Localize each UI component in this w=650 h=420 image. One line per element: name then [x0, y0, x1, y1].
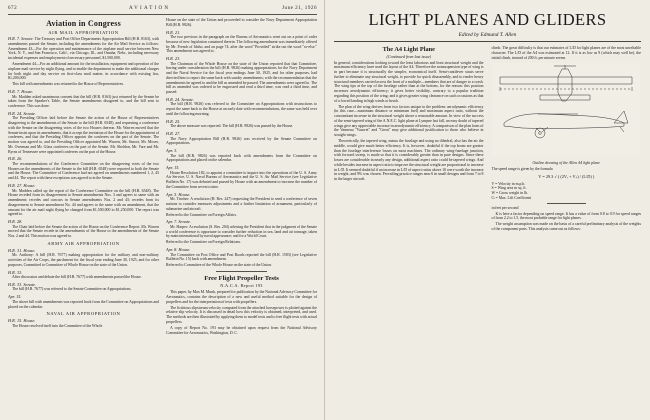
minor-divider: [547, 203, 586, 204]
paragraph: Referred to the Committee on Foreign Affairs.: [166, 212, 238, 217]
masthead-byline: Edited by Edmund T. Allen: [458, 32, 517, 38]
feature-subtitle: N.A.C.A. Report 193: [220, 283, 263, 289]
article-title: Aviation in Congress: [46, 19, 121, 28]
paragraph: Referred to Committee of the Whole House on the state of the Union.: [166, 263, 272, 268]
masthead-title: LIGHT PLANES AND GLIDERS: [368, 10, 607, 29]
right-columns: [334, 46, 641, 233]
article-continued-note: (Continued from last issue): [386, 53, 432, 59]
para-head: H.R. 27.: [166, 131, 181, 137]
legend-line: W = Gross weight in lb.: [491, 191, 528, 196]
subhead-naval-air: NAVAL AIR APPROPRIATION: [46, 311, 121, 317]
masthead-rule: [334, 41, 641, 42]
paragraph: Theoretically, the tapered wing, minus the fuselage and using no dihedral, also has the air the middle, would give much better efficiency. It is, however, doubtful if the top boom are greater than the fuselage interference losses on most machines. The ordinary wing-fuselage junction, with forward sweep, is made so that it is considerably greater than in pure designs. Since these losses are considerable in nearly any design, additional aspect ratio could be tapered wings. And while besides increase in aspect ratio to improve the structural weight are proportional to increase in L/D. It seemed doubtful if an increase in L/D of aspect ratios above 10 were worth the increase in weight; and 9% was chosen. Prevailing practice ranges near 6 in small designs and from 7 to 8 in the larger aircraft.: [334, 139, 484, 182]
left-column-1: [8, 18, 159, 337]
subhead-air-mail: AIR MAIL APPROPRIATION: [48, 30, 119, 35]
legend-line: V = Velocity in m.p.h.: [491, 181, 526, 186]
paragraph: Mr. Madden asked unanimous consent that the bill (H.R. 8163) just returned by the Senate be taken from the Speaker's Table, the Senate amendments disagreed to, and the bill sent to conference. This was done.: [8, 94, 159, 109]
paragraph: in feet per second: [491, 205, 519, 210]
folio-number: 672: [8, 5, 18, 11]
para-head: H.R. 7. House.: [8, 89, 34, 95]
masthead: [334, 10, 641, 38]
paragraph: Mr. Madden called up the report of the Conference Committee on the bill (H.R. 6548). The House receded from its disagreement to Senate amendments Nos. 3 and agrees to same with an amendment; recedes and concurs in Senate amendments Nos. 2 and 43; recedes from its disagreement to Senate amendment No. 44 and agrees to the same with an amendment, that the amount for the air mail night flying be changed from $1,500,000 to $1,250,000. The report was agreed to.: [8, 188, 159, 217]
right-page: [325, 0, 650, 420]
legend-line: S = Wing area in sq. ft.: [491, 186, 527, 191]
formula-intro: The speed range is given by the formula: [491, 167, 553, 172]
article-title: The A4 Light Plane: [382, 46, 435, 53]
paragraph: The recommendations of the Conference Committee on the disagreeing votes of the two Houses on the amendments of the Senate to the bill (H.R. 6548) were reported to both the Senate and the House. The Committee of Conference had not agreed on amendments numbered 1, 2, 43 and 44. The report with these exceptions was agreed to in the Senate.: [8, 161, 159, 181]
paragraph: Mr. Harper: A resolution (S. Res. 204) advising the President that in the judgment of the Senate a world conference is opportune to consider further reduction in sea, land and air tonnage, taken by main international by naval appearance; and for a World Court.: [166, 224, 317, 239]
paragraph: The fictitious slipstream velocity computed from the attached horsepower is plotted against the relative slip velocity. It is discussed in detail how this velocity is obtained, interpreted, and used. The methods are then illustrated by applying them to model tests and to free flight tests with actual propellers.: [166, 305, 317, 324]
feature-title: Free Flight Propeller Tests: [204, 275, 279, 283]
para-head: H.R. 31. House.: [8, 247, 36, 253]
paragraph: [8, 36, 159, 61]
aircraft-three-view-drawing: [492, 63, 640, 155]
para-head: H.R. 21.: [166, 29, 181, 35]
paragraph: The above measure was reported. The bill (H.R. 9826) was passed by the House.: [170, 124, 294, 129]
para-head: H.R. 28.: [8, 219, 23, 225]
para-head: H.R. 24. Senate.: [8, 110, 36, 116]
paragraph: The plan of the wing derives from two factors unique to the problem: aerodynamic efficiency (in this case—maximum distance or minimum fuel) and maximum aspect ratio, without the concomitant increase in the structural weight above a reasonable amount. In view of the success of the semi-tapered wing of the A.N.E.C. light plane at Lympne last fall, an easy doubt of tapered wings give any appreciable increase in aerodynamic efficiency. A comparison of the plan form of the Vanneau "Vaucret" and "Great" may give additional justification to those who believe in straight wings.: [334, 104, 484, 138]
para-head: H.R. 15. House.: [8, 318, 36, 324]
paragraph: The House resolved itself into the Committee of the Whole: [12, 323, 103, 328]
para-head: Apr. 7. Senate.: [166, 219, 191, 225]
paragraph: This paper, by Max M. Munk, prepared for publication by the National Advisory Committee for Aeronautics, contains the description of a new and useful method suitable for the design of propellers and for the interpretation of tests with propellers.: [166, 290, 317, 304]
paragraph: K is here a factor depending on speed range. It has a value of from 0.8 to 0.9 for speed ranges of from 2.2 to 1.5, the most probable range for light planes.: [491, 211, 641, 221]
paragraph: After discussion and debate the bill (H.R. 7677) with amendments passed the House.: [12, 275, 142, 280]
paragraph: The above bill with amendments was reported back from the Committee on Appropriations and placed on the calendar.: [8, 299, 159, 309]
paragraph: The Presiding Officer laid before the Senate the action of the House of Representatives disagreeing to the amendments of the Senate to the bill (H.R. 6548), and requesting a conference with the Senate on the disagreeing votes of the two Houses thereon. Mr. Warren moved that the Senate insist upon its amendments, that it accept the invitation of the House for the appointment of conferees, and that the Presiding Officer appoint the conferees on the part of the Senate. The motion was agreed to, and the Presiding Officer appointed Mr. Warren, Mr. Smoot, Mr. Moses, Mr. Overman and Mr. Glass conferees on the part of the Senate. Mr. Sheldon, Mr. Vare and Mr. Byrns of Tennessee were appointed conferees on the part of the House.: [8, 116, 159, 154]
paragraph: Mr. Tincher: A resolution (H. Res. 247) requesting the President to send a conference of seven nations to consider measures adjustments and a further limitation of armament, particularly of submarine and aircraft.: [166, 197, 317, 211]
paragraph: Mr. Anthony: A bill (H.R. 7677) making appropriation for the military and non-military activities of the Air Corps, the parchment for the fiscal year ending June 30, 1925, and for other purposes, Committed to Committee of Whole House on the state of the Union.: [8, 253, 159, 267]
section-divider: [216, 271, 267, 272]
para-head: Apr. 5. House.: [166, 191, 191, 197]
para-head: Apr. 15.: [166, 165, 180, 171]
right-column-1: [334, 46, 484, 233]
para-head: H.R. 23.: [166, 56, 181, 62]
para-text: The Treasury and Post Office Departments Appropriation Bill (H.R. 8163), with amendments passed the Senate, including the amendments for the Air Mail Service as follows: Amendment 43—For the operation and maintenance of the airplane mail service between New York, N. Y., and San Francisco, Calif., via Chicago, Ill., and Omaha, Nebr., including necessary incidental expenses and employment of necessary personnel, $1,500,000.: [8, 37, 160, 61]
aircraft-drawing-figure: [492, 63, 642, 165]
left-column-2: [166, 18, 317, 337]
paragraph: The Committee on Post Office and Post Roads reported the bill (H.R. 1583) (see Legislative Bulletin No. 15) back with amendment.: [166, 252, 317, 262]
para-head: H.R. 33.: [8, 269, 23, 275]
paragraph: The two previous in the paragraph on the Bureau of Aeronautics went out on a point of order because of new legislation contained therein. The following amendment was immediately offered by Mr. French of Idaho, and on page 74, after the word "Provided" strike out the word "or-else." This amendment was agreed to.: [166, 35, 317, 54]
para-head: H.R. 27. House.: [8, 183, 36, 189]
figure-caption: Outline drawing of the Allen A4 light plane: [532, 161, 600, 166]
para-head: H.R. 26.: [8, 156, 23, 162]
paragraph: Amendment 44—For an additional amount for the installation, equipment and operation of the airplane mail service by night flying, and to enable the department to make the additional charges for both night and day service on first-class mail matter, in accordance with existing law, $1,200,000.: [8, 62, 159, 81]
para-head: H.R. 25.: [166, 118, 181, 124]
subhead-army-air: ARMY AIR APPROPRIATION: [47, 240, 120, 246]
paragraph: House Resolution 182, to appoint a committee to inquire into the operations of the U. S. Army Air Service, U. S. Naval Bureau of Aeronautics and the U. S. Air Mail Service (see Legislative Bulletin No. 17) was debated and passed by House with an amendment to increase the number of the Committee from seven to nine.: [166, 170, 317, 189]
para-head: Apr. 15.: [8, 294, 22, 300]
left-columns: [8, 18, 317, 337]
paragraph: The Navy Appropriation Bill (H.R. 9826) was received by the Senate Committee on Appropriations.: [166, 136, 317, 146]
para-head: H.R. 7. Senate.: [8, 36, 34, 41]
paragraph: House on the state of the Union and proceeded to consider the Navy Department Appropriation Bill (H.R. 9826).: [166, 18, 317, 27]
paragraph: The weight assumption was made on the basis of a careful preliminary analysis of the weights of the component parts. This analysis came out as follows:: [491, 222, 641, 232]
formula-legend: [492, 182, 642, 201]
speed-range-formula: [492, 174, 642, 180]
paragraph: climb. The great difficulty is that our estimates of L/D for light planes are of the most unreliable character. The L/D of the A4 was estimated at 12. If it is as low as 9 (which may well be), the initial climb, instead of 200 ft. per minute seems: [491, 46, 641, 60]
paragraph: The bill (H.R. 7677) was referred to the Senate Committee on Appropriations.: [12, 287, 132, 292]
para-head: Apr. 8. House.: [166, 247, 191, 253]
header-rule: [8, 14, 317, 15]
running-title: AVIATION: [128, 5, 171, 11]
para-head: H.R. 33. Senate.: [8, 281, 36, 287]
paragraph: The bill (H.R. 9826) was reported back with amendments from the Committee on Appropriations and placed on the calendar.: [166, 153, 317, 163]
paragraph: The Chairman of the Whole House on the state of the Union reported that that Committee, having under consideration the bill (H.R. 9826) making appropriations for the Navy Department and the Naval Service for the fiscal year endings June 30, 1925, and for other purposes, had directed him to report the same back with sundry amendments; with the recommendation that the amendments be agreed to and the bill as amended be passed. The amendments were agreed to. The bill as amended was ordered to be engrossed and read a third time, was read a third time, and passed.: [166, 61, 317, 95]
issue-date: June 21, 1926: [282, 5, 317, 11]
paragraph: Referred to the Committee on Foreign Relations.: [166, 240, 241, 245]
para-head: Apr. 3.: [166, 148, 178, 154]
paragraph: The Chair laid before the Senate the action of the House on the Conference Report. Mr. Warren moved that the Senate recede in the amendments of the House to the amendments of the Senate Nos. 2 and 44. This motion was agreed to.: [8, 224, 159, 239]
legend-line: Cₗ = Max. Lift Coefficient: [491, 195, 532, 200]
right-column-2: [492, 46, 642, 233]
formula-expression: V = 29.3 √ ( (2Vᵣ + Vₛ) / (L/D) ): [538, 174, 595, 180]
paragraph: This bill with amendments was returned to the House of Representatives.: [12, 82, 124, 87]
paragraph: The bill (H.R. 9826) was referred to the Committee on Appropriations with instructions to report the same back to the House at an early date with recommendations, the same was held over until the following morning.: [166, 102, 317, 116]
para-head: H.R. 24. Senate.: [166, 96, 194, 102]
paragraph: A copy of Report No. 193 may be obtained upon request from the National Advisory Committee for Aeronautics, Washington, D. C.: [166, 325, 317, 335]
paragraph: In general, considerations looking toward the least laborious and least structural weight and the maximum efficiency have used the layout of the A4. Therefore the nonsuspension type of wing is in part because it is structurally the simpler, economical itself. Semi-cantilever struts serve further to eliminate any structural weight, to provide for quick disassembly, and to render heavy structural members carried across the front of a multiple—members that are of danger to a crash. The wing tips at the top of the fuselage rather than at the bottom, for the reason: this position increases aerodynamic efficiency; it gives better visibility, contrary to a popular tradition regarding this position of the wing; and it gives greater wing clearance on such occasions as that of a forced landing in high winds or brush.: [334, 60, 484, 103]
running-head: [8, 5, 317, 11]
